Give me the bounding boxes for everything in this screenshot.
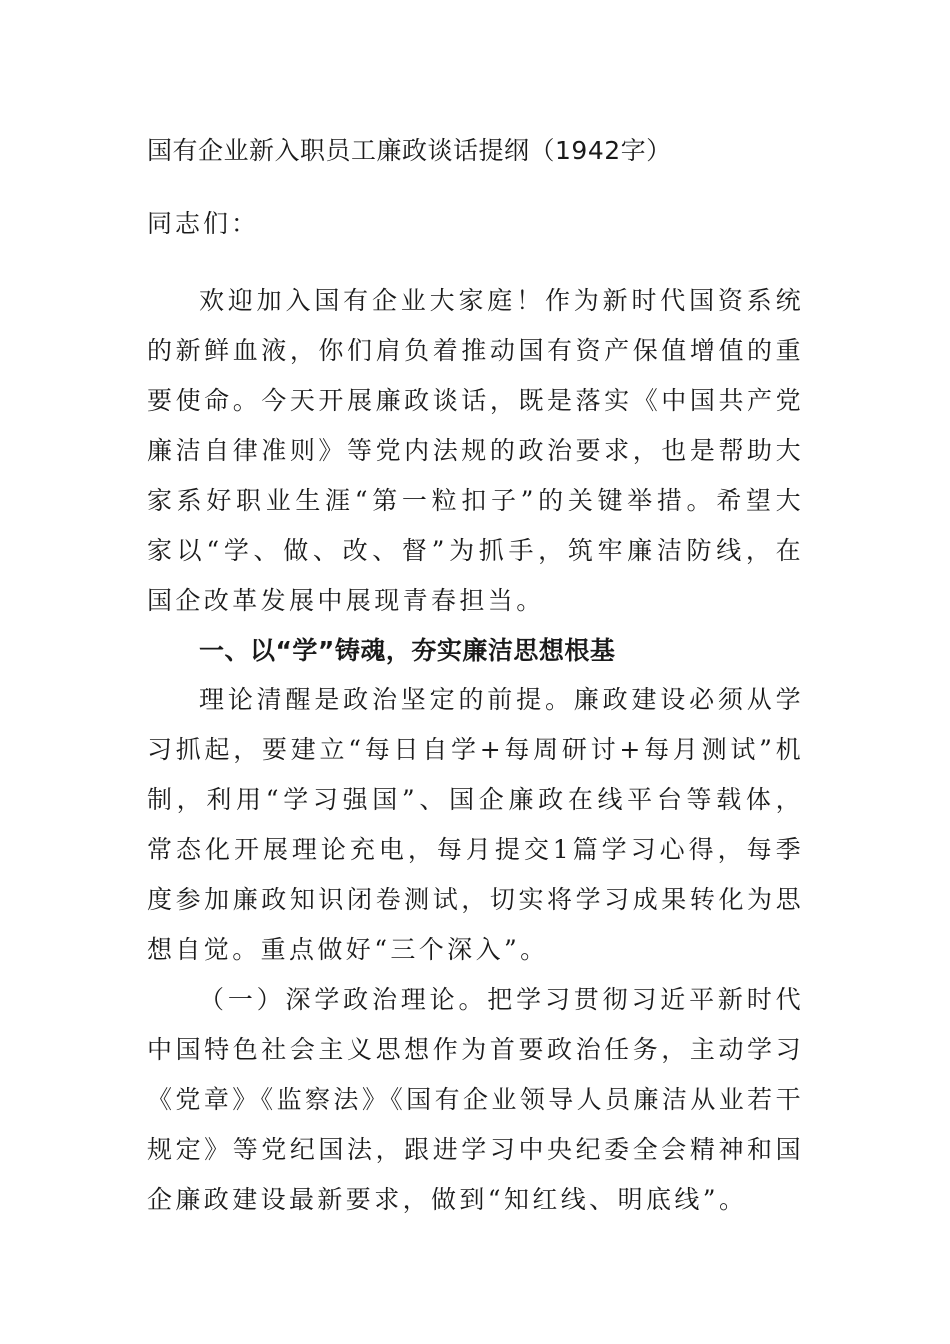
section-paragraph: 理论清醒是政治坚定的前提。廉政建设必须从学习抓起，要建立“每日自学+每周研讨+每月测试”机制，利用“学习强国”、国企廉政在线平台等载体，常态化开展理论充电，每月提交1篇学习心得，每季度参加廉政知识闭卷测试，切实将学习成果转化为思想自觉。重点做好“三个深入”。 [147, 685, 804, 964]
intro-paragraph: 欢迎加入国有企业大家庭！作为新时代国资系统的新鲜血液，你们肩负着推动国有资产保值增值的重要使命。今天开展廉政谈话，既是落实《中国共产党廉洁自律准则》等党内法规的政治要求，也是帮助大家系好职业生涯“第一粒扣子”的关键举措。希望大家以“学、做、改、督”为抓手，筑牢廉洁防线，在国企改革发展中展现青春担当。 [147, 286, 804, 615]
section-heading: 一、以“学”铸魂，夯实廉洁思想根基 [199, 636, 616, 665]
subsection-paragraph: （一）深学政治理论。把学习贯彻习近平新时代中国特色社会主义思想作为首要政治任务，主动学习《党章》《监察法》《国有企业领导人员廉洁从业若干规定》等党纪国法，跟进学习中央纪委全会精神和国企廉政建设最新要求，做到“知红线、明底线”。 [147, 985, 804, 1214]
salutation: 同志们： [147, 209, 260, 238]
document-title: 国有企业新入职员工廉政谈话提纲（1942字） [147, 136, 672, 165]
